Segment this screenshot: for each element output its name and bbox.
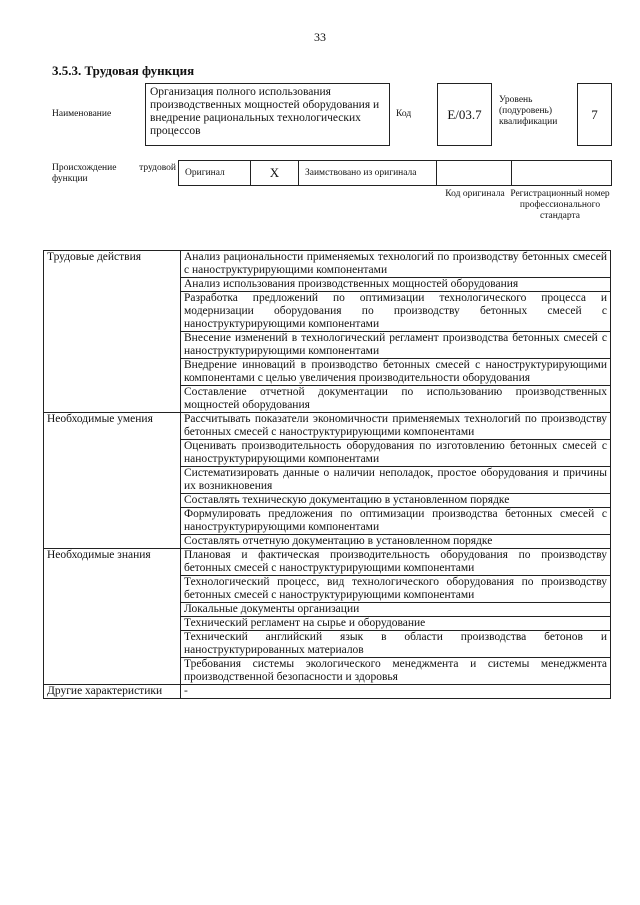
section-item-cell: Локальные документы организации bbox=[181, 603, 611, 617]
function-code-box: E/03.7 bbox=[437, 83, 492, 146]
name-label: Наименование bbox=[52, 109, 112, 119]
section-item-cell: Технический регламент на сырье и оборудование bbox=[181, 617, 611, 631]
origin-label: Происхождение трудовой функции bbox=[52, 163, 176, 184]
section-item-cell: Плановая и фактическая производительность оборудования по производству бетонных смесей с наноструктурирующими компонентами bbox=[181, 549, 611, 576]
section-category-cell: Трудовые действия bbox=[44, 251, 181, 413]
section-item-cell: Составлять техническую документацию в установленном порядке bbox=[181, 494, 611, 508]
section-item-cell: Оценивать производительность оборудования по изготовлению бетонных смесей с наноструктурирующими компонентами bbox=[181, 440, 611, 467]
section-item-cell: Технологический процесс, вид технологического оборудования по производству бетонных смесей с наноструктурирующими компонентами bbox=[181, 576, 611, 603]
section-item-cell: Внесение изменений в технологический регламент производства бетонных смесей с наноструктурирующими компонентами bbox=[181, 332, 611, 359]
original-code-caption: Код оригинала bbox=[445, 189, 505, 199]
section-category-cell: Необходимые знания bbox=[44, 549, 181, 685]
original-mark: X bbox=[251, 161, 299, 186]
section-item-cell: Разработка предложений по оптимизации технологического процесса и модернизации оборудования по производству бетонных смесей с наноструктурирующими компонентами bbox=[181, 292, 611, 332]
original-label: Оригинал bbox=[179, 161, 251, 186]
table-row bbox=[44, 251, 611, 278]
function-name-box: Организация полного использования производственных мощностей оборудования и внедрение рациональных технологических процессов bbox=[145, 83, 390, 146]
section-item-cell: Анализ рациональности применяемых технологий по производству бетонных смесей с наноструктурирующими компонентами bbox=[181, 251, 611, 278]
level-label: Уровень (подуровень) квалификации bbox=[499, 95, 558, 127]
qualification-level-box: 7 bbox=[577, 83, 612, 146]
registration-number-cell bbox=[512, 161, 612, 186]
labor-function-table bbox=[43, 250, 611, 699]
section-item-cell: Внедрение инноваций в производство бетонных смесей с наноструктурирующими компонентами с целью увеличения производительности оборудования bbox=[181, 359, 611, 386]
section-item-cell: - bbox=[181, 685, 611, 699]
table-row bbox=[44, 685, 611, 699]
section-category-cell: Другие характеристики bbox=[44, 685, 181, 699]
registration-number-caption: Регистрационный номер профессионального стандарта bbox=[510, 189, 610, 221]
labor-function-table-body bbox=[44, 251, 611, 699]
section-item-cell: Составлять отчетную документацию в установленном порядке bbox=[181, 535, 611, 549]
section-item-cell: Систематизировать данные о наличии неполадок, простое оборудования и причины их возникновения bbox=[181, 467, 611, 494]
section-item-cell: Составление отчетной документации по использованию производственных мощностей оборудования bbox=[181, 386, 611, 413]
table-row bbox=[44, 549, 611, 576]
section-item-cell: Формулировать предложения по оптимизации производства бетонных смесей с наноструктурирующими компонентами bbox=[181, 508, 611, 535]
original-code-cell bbox=[437, 161, 512, 186]
section-item-cell: Требования системы экологического менеджмента и системы менеджмента производственной безопасности и здоровья bbox=[181, 658, 611, 685]
section-title: 3.5.3. Трудовая функция bbox=[52, 63, 195, 78]
page-number: 33 bbox=[314, 30, 326, 44]
borrowed-label: Заимствовано из оригинала bbox=[299, 161, 437, 186]
code-label: Код bbox=[396, 109, 412, 119]
table-row bbox=[44, 413, 611, 440]
section-item-cell: Технический английский язык в области производства бетонов и наноструктурированных материалов bbox=[181, 631, 611, 658]
section-item-cell: Анализ использования производственных мощностей оборудования bbox=[181, 278, 611, 292]
origin-table bbox=[178, 160, 612, 186]
section-item-cell: Рассчитывать показатели экономичности применяемых технологий по производству бетонных смесей с наноструктурирующими компонентами bbox=[181, 413, 611, 440]
section-category-cell: Необходимые умения bbox=[44, 413, 181, 549]
